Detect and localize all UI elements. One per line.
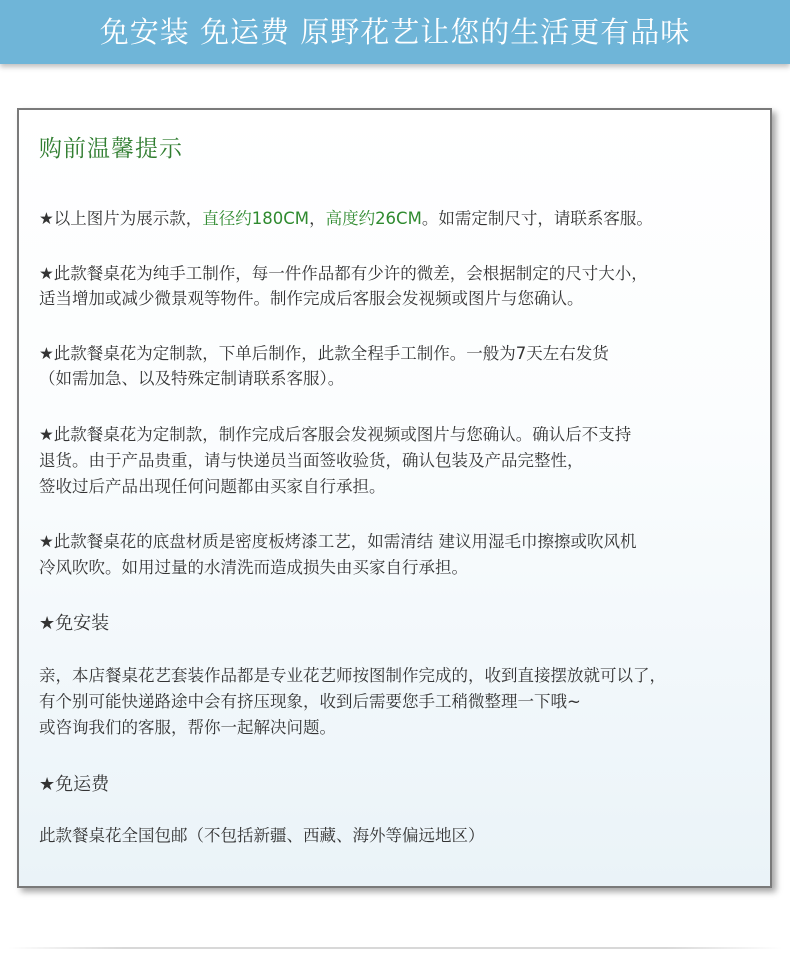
purchase-notice-panel [17,108,772,888]
notice-item-handmade-line1: ★此款餐桌花为纯手工制作，每一件作品都有少许的微差，会根据制定的尺寸大小， [39,264,648,283]
install-text-line2: 有个别可能快递路途中会有挤压现象，收到后需要您手工稍微整理一下哦~ [39,692,581,711]
install-text-line3: 或咨询我们的客服，帮你一起解决问题。 [39,718,336,737]
notice-item-size [39,208,653,230]
notice-item-custom-line1: ★此款餐桌花为定制款，下单后制作，此款全程手工制作。一般为7天左右发货 [39,344,609,363]
notice-item-return-line3: 签收过后产品出现任何问题都由买家自行承担。 [39,477,386,496]
notice-item-material-line1: ★此款餐桌花的底盘材质是密度板烤漆工艺，如需清结 建议用湿毛巾擦擦或吹风机 [39,532,637,551]
size-separator: ， [309,209,326,228]
bottom-divider [8,947,782,949]
shipping-heading: ★免运费 [39,774,110,795]
notice-title: 购前温馨提示 [39,136,183,162]
install-heading: ★免安装 [39,613,110,634]
size-suffix: 。如需定制尺寸，请联系客服。 [421,209,653,228]
shipping-text: 此款餐桌花全国包邮（不包括新疆、西藏、海外等偏远地区） [39,826,485,845]
notice-item-material-line2: 冷风吹吹。如用过量的水清洗而造成损失由买家自行承担。 [39,558,468,577]
banner-text: 免安装 免运费 原野花艺让您的生活更有品味 [99,15,691,49]
diameter-value: 直径约180CM [202,209,310,228]
notice-item-custom-line2: （如需加急、以及特殊定制请联系客服）。 [39,369,345,388]
size-prefix: ★以上图片为展示款， [39,209,203,228]
notice-item-return-line2: 退货。由于产品贵重，请与快递员当面签收验货，确认包装及产品完整性， [39,451,584,470]
notice-item-return-line1: ★此款餐桌花为定制款，制作完成后客服会发视频或图片与您确认。确认后不支持 [39,425,632,444]
height-value: 高度约26CM [325,209,422,228]
notice-item-handmade-line2: 适当增加或减少微景观等物件。制作完成后客服会发视频或图片与您确认。 [39,289,584,308]
install-text-line1: 亲，本店餐桌花艺套装作品都是专业花艺师按图制作完成的，收到直接摆放就可以了， [39,666,666,685]
top-banner [0,0,790,64]
